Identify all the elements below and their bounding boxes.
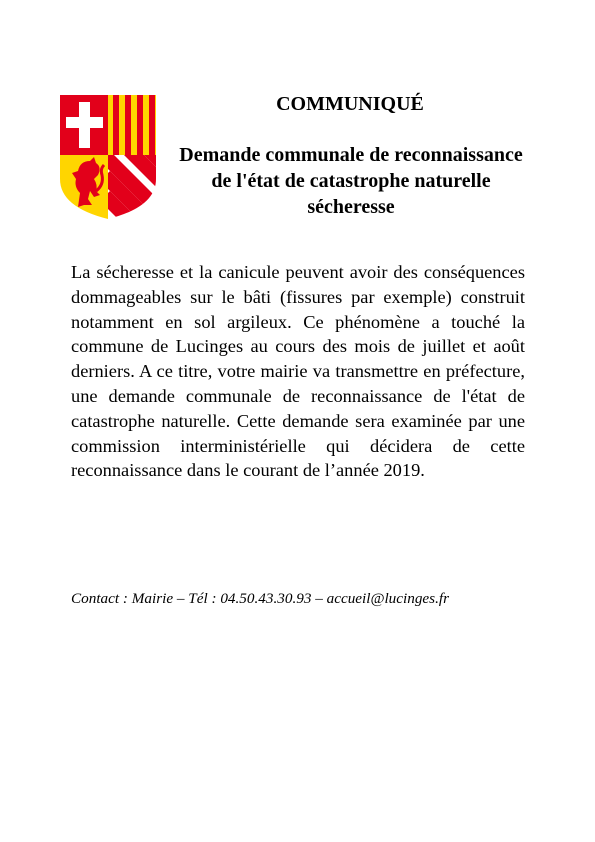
coat-of-arms-logo xyxy=(60,95,156,219)
page-subtitle: Demande communale de reconnaissance de l'état de catastrophe naturelle sécheresse xyxy=(179,144,523,218)
pales-quarter xyxy=(108,95,156,155)
contact-line: Contact : Mairie – Tél : 04.50.43.30.93 – accueil@lucinges.fr xyxy=(71,590,449,607)
lion-quarter xyxy=(60,155,108,219)
page-title: COMMUNIQUÉ xyxy=(276,93,424,115)
body-paragraph: La sécheresse et la canicule peuvent avoir des conséquences dommageables sur le bâti (fissures par exemple) construit notamment en sol argileux. Ce phénomène a touché la commune de Lucinges au cours des mois de juillet et août derniers. A ce titre, votre mairie va transmettre en préfecture, une demande communale de reconnaissance de l'état de catastrophe naturelle. Cette demande sera examinée par une commission interministérielle qui décidera de cette reconnaissance dans le courant de l’année 2019. xyxy=(71,262,525,481)
